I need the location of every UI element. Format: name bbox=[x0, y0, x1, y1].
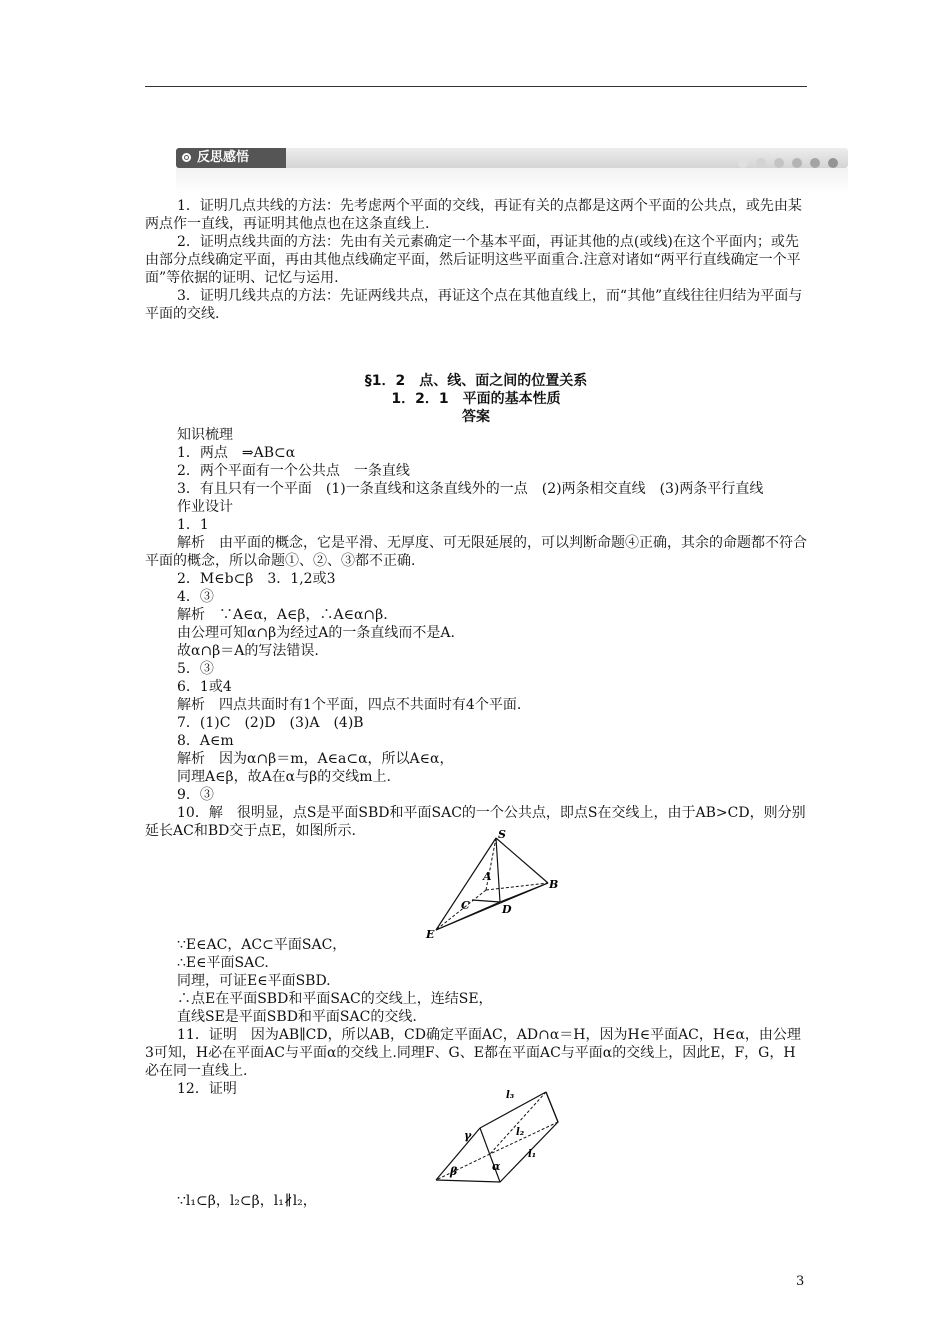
answer-line: 同理A∈β，故A在α与β的交线m上. bbox=[177, 769, 391, 785]
label-l3: l₃ bbox=[506, 1090, 515, 1101]
answer-line: 故α∩β＝A的写法错误. bbox=[177, 643, 319, 659]
section-title: §1．2 点、线、面之间的位置关系 bbox=[364, 373, 588, 389]
banner-dot bbox=[810, 158, 820, 168]
answer-line: ∴点E在平面SBD和平面SAC的交线上，连结SE， bbox=[177, 991, 493, 1007]
subsection-title: 1．2．1 平面的基本性质 bbox=[391, 391, 561, 407]
label-beta: β bbox=[450, 1165, 458, 1178]
label-alpha: α bbox=[492, 1160, 501, 1173]
answer-line: 解析 由平面的概念，它是平滑、无厚度、可无限延展的，可以判断命题④正确，其余的命题都不符合平面的概念，所以命题①、②、③都不正确. bbox=[145, 535, 807, 569]
banner-dot bbox=[792, 158, 802, 168]
label-E: E bbox=[426, 928, 435, 940]
label-B: B bbox=[549, 878, 559, 891]
answers-part1 bbox=[145, 426, 807, 840]
answer-line: 7．(1)C (2)D (3)A (4)B bbox=[177, 715, 364, 731]
banner-dot bbox=[774, 158, 784, 168]
section-banner bbox=[176, 148, 848, 168]
answer-line: 11．证明 因为AB∥CD，所以AB，CD确定平面AC，AD∩α＝H，因为H∈平面AC，H∈α，由公理3可知，H必在平面AC与平面α的交线上.同理F、G、E都在平面AC与平面α的交线上，因此E，F，G，H必在同一直线上. bbox=[145, 1027, 801, 1079]
header-rule bbox=[145, 86, 807, 87]
label-C: C bbox=[461, 899, 470, 912]
answer-line: 3．有且只有一个平面 (1)一条直线和这条直线外的一点 (2)两条相交直线 (3)两条平行直线 bbox=[177, 481, 764, 497]
answer-line: 8．A∈m bbox=[177, 733, 234, 749]
pyramid-figure bbox=[420, 830, 570, 940]
prism-figure bbox=[430, 1082, 560, 1186]
answer-line: 解析 四点共面时有1个平面，四点不共面时有4个平面. bbox=[177, 697, 522, 713]
label-l2: l₂ bbox=[516, 1127, 525, 1138]
answer-line: 2．M∈b⊂β 3．1,2或3 bbox=[177, 571, 336, 587]
label-A: A bbox=[483, 870, 492, 883]
answers-title: 答案 bbox=[462, 409, 490, 425]
answer-line: ∴E∈平面SAC. bbox=[177, 955, 269, 971]
answers-part2 bbox=[145, 936, 807, 1098]
answer-line: 由公理可知α∩β为经过A的一条直线而不是A. bbox=[177, 625, 455, 641]
answer-line: 4．③ bbox=[177, 589, 214, 605]
reflection-section bbox=[145, 197, 807, 323]
answer-line: 知识梳理 bbox=[177, 427, 233, 443]
answer-line: 12．证明 bbox=[177, 1081, 237, 1097]
answer-line: 6．1或4 bbox=[177, 679, 232, 695]
answer-line: ∵l₁⊂β，l₂⊂β，l₁∦l₂， bbox=[177, 1193, 317, 1209]
banner-label bbox=[176, 148, 286, 168]
answers-part3 bbox=[145, 1192, 807, 1210]
label-l1: l₁ bbox=[528, 1149, 537, 1160]
answer-heading bbox=[145, 372, 807, 426]
banner-title: 反思感悟 bbox=[197, 150, 250, 165]
label-D: D bbox=[502, 903, 512, 916]
banner-dot bbox=[828, 158, 838, 168]
banner-dot bbox=[756, 158, 766, 168]
answer-line: 作业设计 bbox=[177, 499, 233, 515]
answer-line: 同理，可证E∈平面SBD. bbox=[177, 973, 331, 989]
answer-line: 解析 因为α∩β＝m，A∈a⊂α，所以A∈α， bbox=[177, 751, 454, 767]
label-S: S bbox=[498, 830, 506, 841]
answer-line: 解析 ∵A∈α，A∈β，∴A∈α∩β. bbox=[177, 607, 388, 623]
answer-line: 5．③ bbox=[177, 661, 214, 677]
target-icon bbox=[182, 153, 191, 162]
banner-dots bbox=[730, 153, 838, 172]
answer-line: 9．③ bbox=[177, 787, 214, 803]
page-number: 3 bbox=[796, 1274, 805, 1289]
reflection-item: 1．证明几点共线的方法：先考虑两个平面的交线，再证有关的点都是这两个平面的公共点，或先由某两点作一直线，再证明其他点也在这条直线上. bbox=[145, 198, 802, 232]
answer-line: 直线SE是平面SBD和平面SAC的交线. bbox=[177, 1009, 417, 1025]
reflection-item: 2．证明点线共面的方法：先由有关元素确定一个基本平面，再证其他的点(或线)在这个平面内；或先由部分点线确定平面，再由其他点线确定平面，然后证明这些平面重合.注意对诸如“两平行直线确定一个平面”等依据的证明、记忆与运用. bbox=[145, 234, 801, 286]
reflection-item: 3．证明几线共点的方法：先证两线共点，再证这个点在其他直线上，而“其他”直线往往归结为平面与平面的交线. bbox=[145, 288, 803, 322]
answer-line: 2．两个平面有一个公共点 一条直线 bbox=[177, 463, 410, 479]
banner-dot bbox=[738, 158, 748, 168]
answer-line: ∵E∈AC，AC⊂平面SAC， bbox=[177, 937, 347, 953]
answer-line: 10．解 很明显，点S是平面SBD和平面SAC的一个公共点，即点S在交线上，由于AB>CD，则分别延长AC和BD交于点E，如图所示. bbox=[145, 805, 806, 839]
label-gamma: γ bbox=[464, 1129, 472, 1142]
answer-line: 1．两点 ⇒AB⊂α bbox=[177, 445, 296, 461]
answer-line: 1．1 bbox=[177, 517, 209, 533]
